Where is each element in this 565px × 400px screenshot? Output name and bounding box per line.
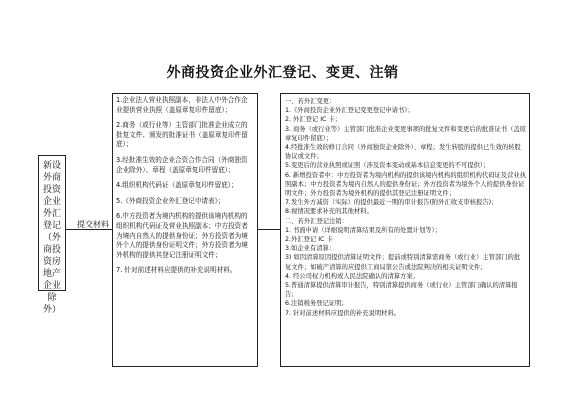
cancel-item-3: 3.如企业有清算： bbox=[285, 245, 336, 253]
change-item-3: 3. 商务（或行业等）主管部门批准企业变更事项的批复文件和变更后的批准证书（盖原章复印件留底）； bbox=[285, 125, 526, 142]
new-registration-label: 新设外商投资企业外汇登记（外商投资房地产企业除外） bbox=[42, 161, 61, 315]
connector-label: 提交材料 bbox=[77, 220, 109, 229]
cancel-item-6: 6.注销税务登记证明； bbox=[285, 300, 348, 308]
change-item-6: 6. 新增投资者中：中方投资者为境内机构的提供该境内机构的组织机构代码证及营业执照副本；中方投资者为境内自然人的提供身份证；外方投资者为境外个人的提供身份证明文件；外方投资者为境外机构的提供其登记注册证明文件； bbox=[285, 171, 526, 198]
change-item-4: 4.经批准生效的修订合同（外商独资企业除外）、章程；发生转股的提供已生效的转股协议或文件； bbox=[285, 144, 521, 161]
material-item-5: 5.《外商投资企业外汇登记申请表》； bbox=[116, 196, 225, 205]
change-item-2: 2. 外汇登记 IC 卡； bbox=[285, 116, 342, 124]
cancel-item-5: 5.普通清算提供清算审计报告，特别清算提供商务（或行业）主管部门确认的清算报告； bbox=[285, 282, 518, 299]
cancel-item-3-detail: 3) 如因清算原因提供清算证明文件；提前或特别清算需商务（或行业）主管部门的批复文件；如破产清算的应提供工商局第公告或法院判决的相关证明文件； bbox=[285, 254, 521, 271]
change-item-1: 1.《外商投资企业外汇登记变更登记申请书》； bbox=[285, 107, 414, 115]
change-heading: 一、若外汇变更： bbox=[285, 98, 336, 105]
page-title: 外商投资企业外汇登记、变更、注销 bbox=[166, 65, 399, 81]
material-item-4: 4.组织机构代码证（盖原章复印件留底）； bbox=[116, 181, 238, 190]
cancel-heading: 二、若外汇登记注销： bbox=[285, 217, 348, 225]
cancel-item-2: 2.外汇登记 IC 卡 bbox=[285, 236, 333, 244]
materials-list bbox=[116, 96, 254, 276]
material-item-7: 7. 针对前述材料应提供的补充说明材料。 bbox=[116, 266, 237, 275]
change-item-5: 5.变更后的营业执照或证照（涉及资本变动或基本信息变更的不可提供）； bbox=[285, 162, 490, 170]
change-item-7: 7.发生外方减资（实际）的提供最近一期的审计报告(附外汇收支审核报告)； bbox=[285, 199, 498, 207]
cancel-item-4: 4. 经公司权力机构或人民法院确认的清算方案； bbox=[285, 272, 419, 280]
cancel-item-1: 1. 书面申请（详细说明清算结果及所有的处置计划等）； bbox=[285, 226, 441, 234]
material-item-6: 6.中方投资者为境内机构的提供该境内机构的组织机构代码证及营业执照副本；中方投资者为境内自然人的提供身份证；外方投资者为境外个人的提供身份证明文件；外方投资者为境外机构的提供其登记注册证明文件； bbox=[116, 212, 248, 259]
change-item-8: 8.视情况要求补充的其他材料。 bbox=[285, 208, 373, 216]
material-item-3: 3.经批准生效的企业合资合作合同（外商独资企业除外）、章程（盖原章复印件留底）； bbox=[116, 155, 248, 174]
connector-line-right bbox=[258, 229, 280, 230]
cancel-item-7: 7. 针对前述材料应提供的补充说明材料。 bbox=[285, 309, 401, 317]
material-item-2: 2.商务（或行业等）主管部门批准企业成立的批复文件、颁发的批准证书（盖原章复印件留底）； bbox=[116, 121, 248, 149]
change-cancel-list bbox=[285, 97, 526, 318]
material-item-1: 1.企业法人营业执照副本，非法人中外合作企业提供营业执照（盖原章复印件留底）； bbox=[116, 96, 248, 114]
